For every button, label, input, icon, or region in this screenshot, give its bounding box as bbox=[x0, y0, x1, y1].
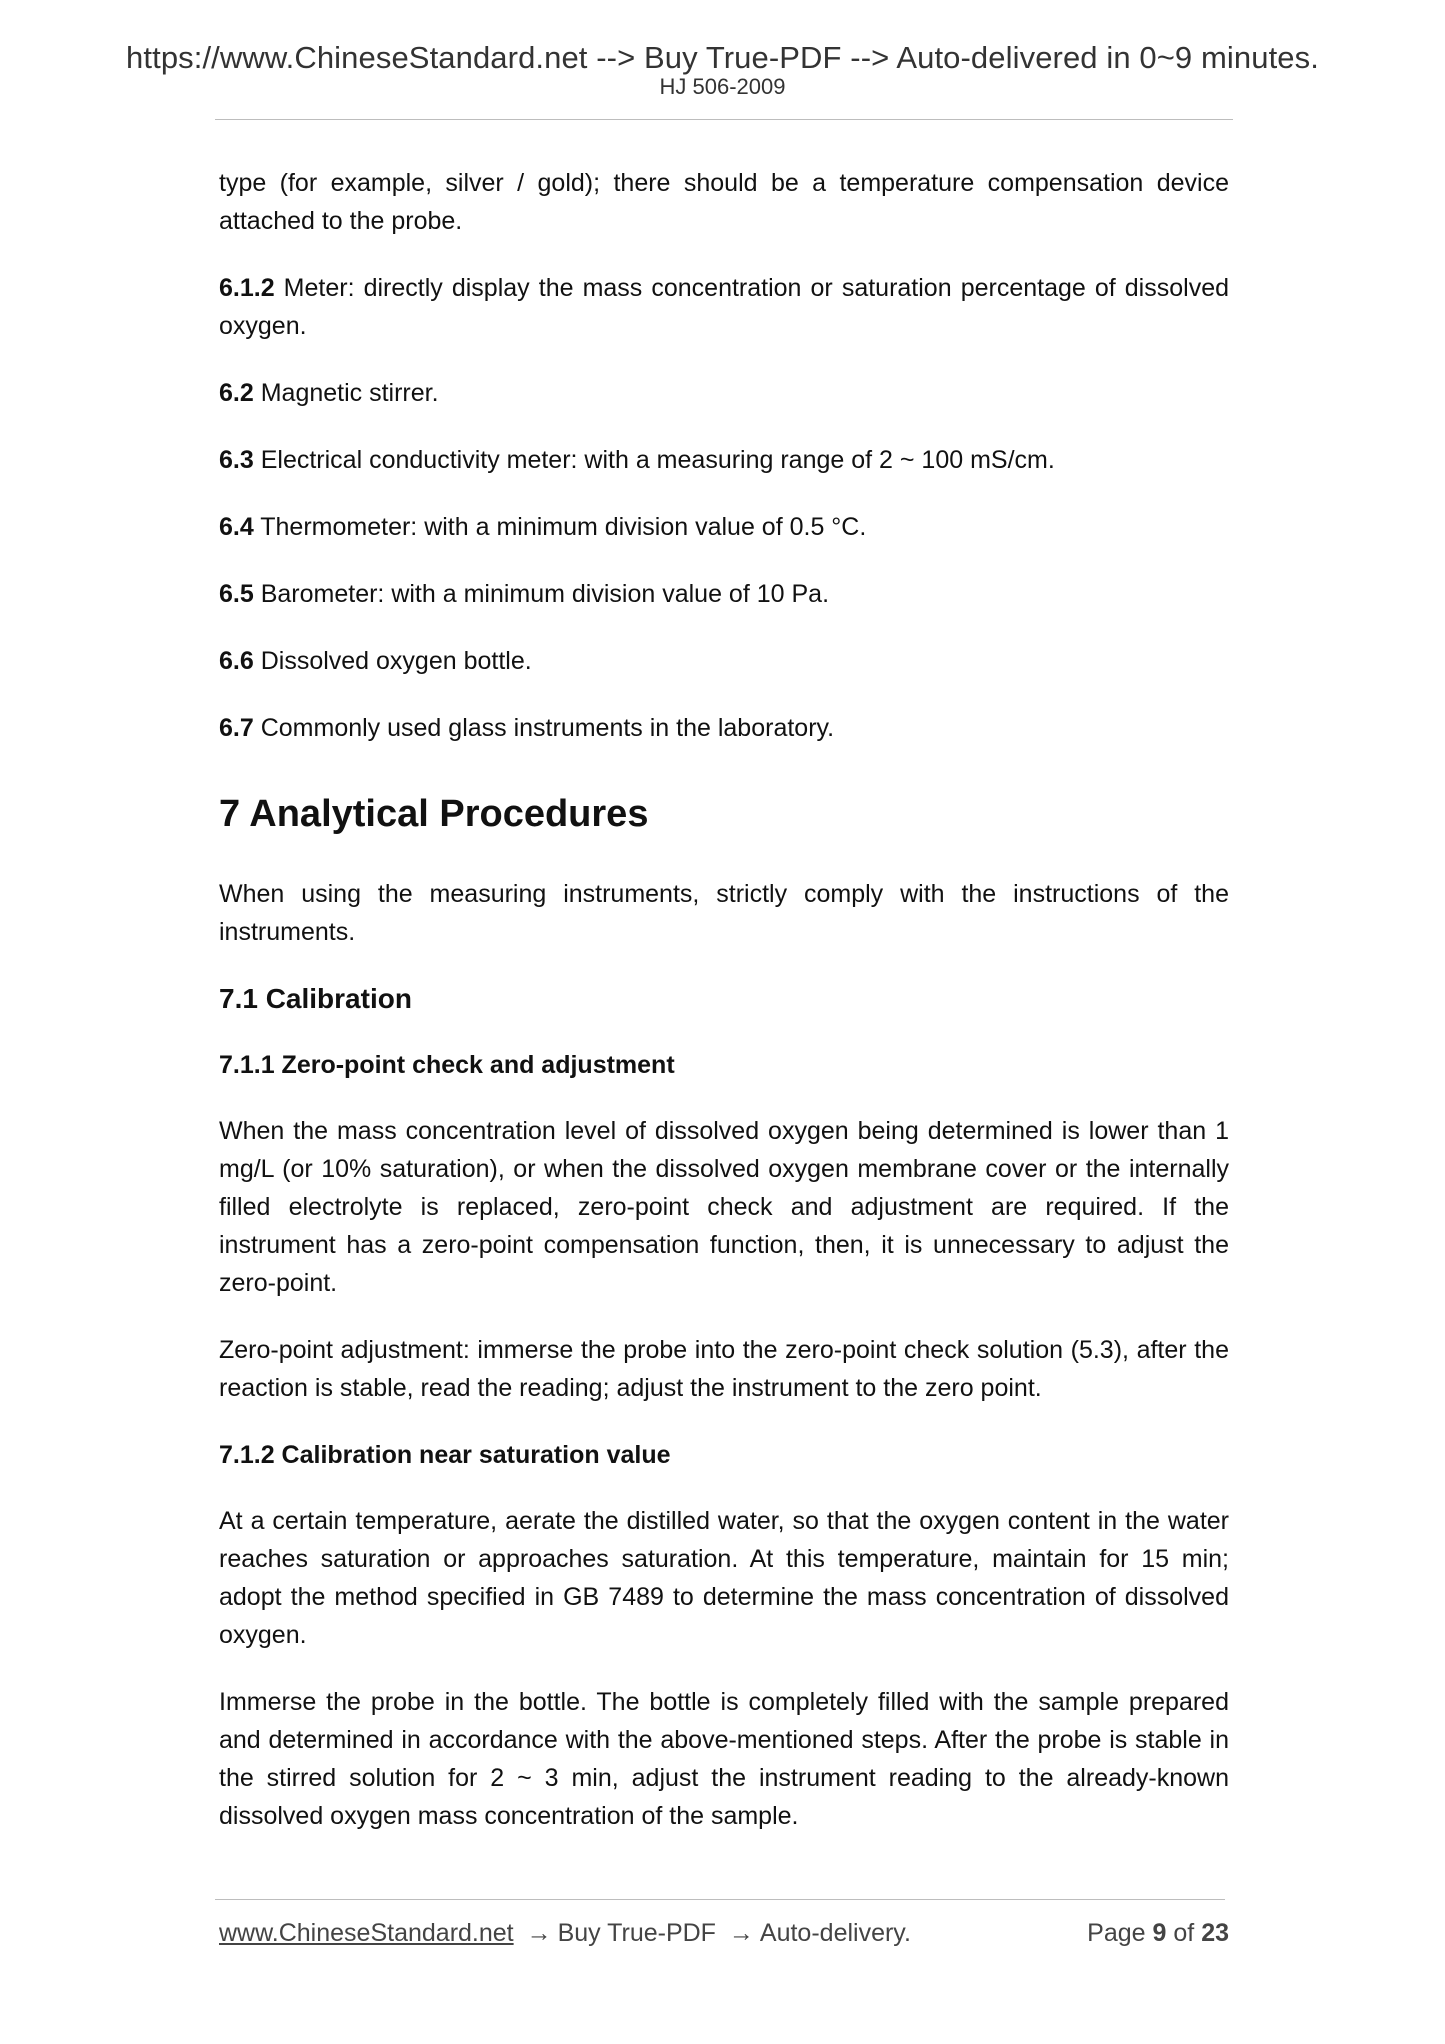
item-number: 6.3 bbox=[219, 446, 254, 474]
item-6-5 bbox=[219, 575, 1229, 613]
footer-divider bbox=[215, 1899, 1225, 1900]
page-total: 23 bbox=[1201, 1919, 1229, 1947]
section-7-heading: 7 Analytical Procedures bbox=[219, 793, 649, 835]
section-7-1-1-heading: 7.1.1 Zero-point check and adjustment bbox=[219, 1051, 675, 1079]
section-7-1-heading: 7.1 Calibration bbox=[219, 983, 412, 1014]
item-6-3 bbox=[219, 441, 1229, 479]
arrow-right-icon: → bbox=[728, 1919, 754, 1947]
intro-paragraph: type (for example, silver / gold); there should be a temperature compensation device attached to the probe. bbox=[219, 169, 1229, 235]
footer-delivery-text: Auto-delivery. bbox=[759, 1919, 911, 1947]
footer-site-link[interactable]: www.ChineseStandard.net bbox=[219, 1919, 514, 1947]
item-6-1-2 bbox=[219, 269, 1229, 345]
item-text: Electrical conductivity meter: with a measuring range of 2 ~ 100 mS/cm. bbox=[253, 446, 1055, 474]
footer-buy-text: Buy True-PDF bbox=[557, 1919, 716, 1947]
page-label: Page bbox=[1087, 1919, 1146, 1947]
item-text: Commonly used glass instruments in the laboratory. bbox=[253, 714, 835, 742]
section-7-1-2-paragraph-2: Immerse the probe in the bottle. The bottle is completely filled with the sample prepared and determined in accordance with the above-mentioned steps. After the probe is stable in the stirred solution for 2 ~ 3 min, adjust the instrument reading to the already-known dissolved oxygen mass concentration of the sample. bbox=[219, 1688, 1229, 1830]
section-7-intro: When using the measuring instruments, strictly comply with the instructions of the instruments. bbox=[219, 880, 1229, 946]
page-content bbox=[219, 164, 1229, 1864]
item-text: Barometer: with a minimum division value of 10 Pa. bbox=[253, 580, 830, 608]
of-label: of bbox=[1173, 1919, 1195, 1947]
section-7-1-2-paragraph-1: At a certain temperature, aerate the distilled water, so that the oxygen content in the water reaches saturation or approaches saturation. At this temperature, maintain for 15 min; adopt the method specified in GB 7489 to determine the mass concentration of dissolved oxygen. bbox=[219, 1507, 1229, 1649]
page-indicator bbox=[1087, 1919, 1229, 1948]
item-text: Meter: directly display the mass concentration or saturation percentage of dissolved oxygen. bbox=[219, 274, 1229, 340]
standard-code: HJ 506-2009 bbox=[659, 74, 786, 99]
item-number: 6.2 bbox=[219, 379, 254, 407]
header-divider bbox=[215, 119, 1233, 120]
item-number: 6.6 bbox=[219, 647, 254, 675]
section-7-1-1-paragraph-2: Zero-point adjustment: immerse the probe into the zero-point check solution (5.3), after the reaction is stable, read the reading; adjust the instrument to the zero point. bbox=[219, 1336, 1229, 1402]
item-number: 6.4 bbox=[219, 513, 254, 541]
item-text: Thermometer: with a minimum division value of 0.5 °C. bbox=[253, 513, 867, 541]
item-text: Dissolved oxygen bottle. bbox=[253, 647, 532, 675]
item-6-4 bbox=[219, 508, 1229, 546]
item-number: 6.1.2 bbox=[219, 274, 275, 302]
page-footer bbox=[219, 1919, 1229, 1953]
footer-promo bbox=[219, 1919, 911, 1948]
item-number: 6.5 bbox=[219, 580, 254, 608]
source-banner: https://www.ChineseStandard.net --> Buy True-PDF --> Auto-delivered in 0~9 minutes. bbox=[126, 40, 1319, 75]
section-7-1-2-heading: 7.1.2 Calibration near saturation value bbox=[219, 1441, 671, 1469]
page-current: 9 bbox=[1152, 1919, 1167, 1947]
item-6-2 bbox=[219, 374, 1229, 412]
item-text: Magnetic stirrer. bbox=[253, 379, 439, 407]
item-number: 6.7 bbox=[219, 714, 254, 742]
section-7-1-1-paragraph-1: When the mass concentration level of dissolved oxygen being determined is lower than 1 mg/L (or 10% saturation), or when the dissolved oxygen membrane cover or the internally filled electrolyte is replaced, zero-point check and adjustment are required. If the instrument has a zero-point compensation function, then, it is unnecessary to adjust the zero-point. bbox=[219, 1117, 1229, 1297]
arrow-right-icon: → bbox=[526, 1919, 552, 1947]
item-6-7 bbox=[219, 709, 1229, 747]
item-6-6 bbox=[219, 642, 1229, 680]
